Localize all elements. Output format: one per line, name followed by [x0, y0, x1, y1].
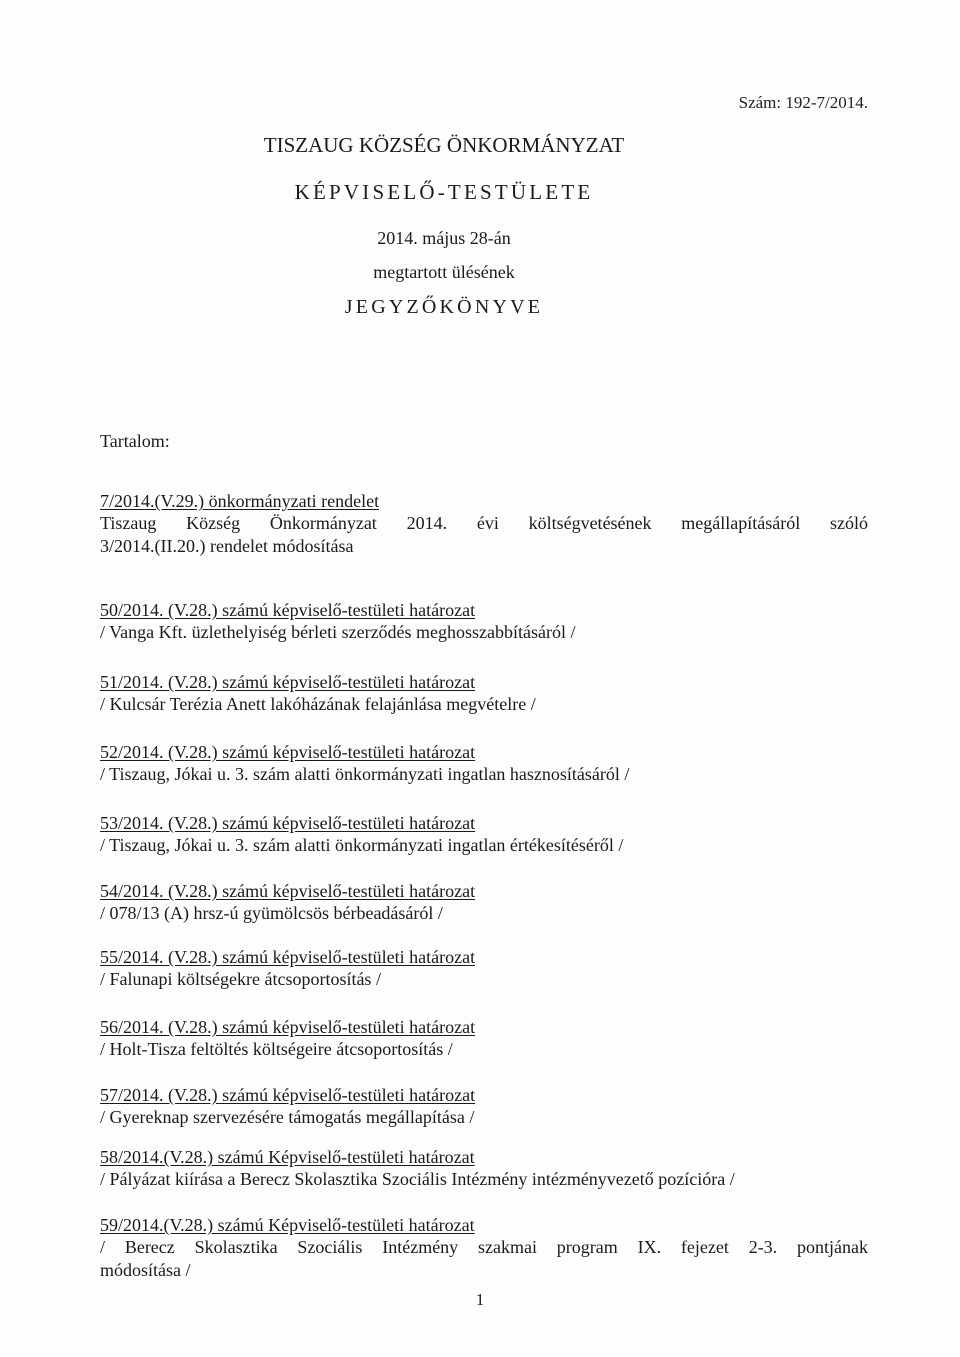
meeting-date: 2014. május 28-án	[377, 228, 511, 248]
contents-entry	[100, 599, 868, 644]
contents-entry	[100, 1084, 868, 1129]
entry-title: 50/2014. (V.28.) számú képviselő-testületi határozat	[100, 600, 476, 620]
entry-description-line: / Tiszaug, Jókai u. 3. szám alatti önkormányzati ingatlan értékesítéséről /	[100, 835, 624, 855]
entry-description-line: Tiszaug Község Önkormányzat 2014. évi költségvetésének megállapításáról szóló	[100, 513, 868, 533]
entry-title: 53/2014. (V.28.) számú képviselő-testületi határozat	[100, 813, 476, 833]
municipality-heading: TISZAUG KÖZSÉG ÖNKORMÁNYZAT	[263, 133, 625, 157]
entry-description-line: / Pályázat kiírása a Berecz Skolasztika Szociális Intézmény intézményvezető pozícióra /	[100, 1169, 735, 1189]
entry-title: 59/2014.(V.28.) számú Képviselő-testületi határozat	[100, 1215, 475, 1235]
entry-description-line: / Gyereknap szervezésére támogatás megállapítása /	[100, 1107, 475, 1127]
contents-entry	[100, 946, 868, 991]
entry-description-line: / Berecz Skolasztika Szociális Intézmény szakmai program IX. fejezet 2-3. pontjának	[100, 1237, 868, 1257]
entry-description-line: / Holt-Tisza feltöltés költségeire átcsoportosítás /	[100, 1039, 453, 1059]
document-type: JEGYZŐKÖNYVE	[344, 296, 544, 318]
entry-description-line: 3/2014.(II.20.) rendelet módosítása	[100, 536, 354, 556]
entry-description-line: módosítása /	[100, 1260, 191, 1280]
contents-entry	[100, 812, 868, 857]
contents-entry	[100, 490, 868, 558]
entry-description-line: / Falunapi költségekre átcsoportosítás /	[100, 969, 381, 989]
contents-entry	[100, 1146, 868, 1191]
contents-entry	[100, 880, 868, 925]
contents-entry	[100, 1214, 868, 1282]
entry-description-line: / Tiszaug, Jókai u. 3. szám alatti önkormányzati ingatlan hasznosításáról /	[100, 764, 630, 784]
entry-title: 54/2014. (V.28.) számú képviselő-testületi határozat	[100, 881, 476, 901]
entry-title: 52/2014. (V.28.) számú képviselő-testületi határozat	[100, 742, 476, 762]
entry-title: 56/2014. (V.28.) számú képviselő-testületi határozat	[100, 1017, 476, 1037]
entry-title: 58/2014.(V.28.) számú Képviselő-testületi határozat	[100, 1147, 475, 1167]
entry-title: 7/2014.(V.29.) önkormányzati rendelet	[100, 491, 380, 511]
entry-title: 57/2014. (V.28.) számú képviselő-testületi határozat	[100, 1085, 476, 1105]
entry-title: 55/2014. (V.28.) számú képviselő-testületi határozat	[100, 947, 476, 967]
entry-description-line: / Vanga Kft. üzlethelyiség bérleti szerződés meghosszabbításáról /	[100, 622, 576, 642]
meeting-label: megtartott ülésének	[373, 262, 515, 282]
entry-description-line: / 078/13 (A) hrsz-ú gyümölcsös bérbeadásáról /	[100, 903, 443, 923]
body-heading: KÉPVISELŐ-TESTÜLETE	[294, 180, 594, 204]
entry-title: 51/2014. (V.28.) számú képviselő-testületi határozat	[100, 672, 476, 692]
contents-entry	[100, 1016, 868, 1061]
contents-entry	[100, 671, 868, 716]
reference-number: Szám: 192-7/2014.	[738, 93, 868, 112]
page-number: 1	[475, 1290, 485, 1309]
contents-label: Tartalom:	[100, 431, 170, 451]
entry-description-line: / Kulcsár Terézia Anett lakóházának felajánlása megvételre /	[100, 694, 536, 714]
contents-entry	[100, 741, 868, 786]
